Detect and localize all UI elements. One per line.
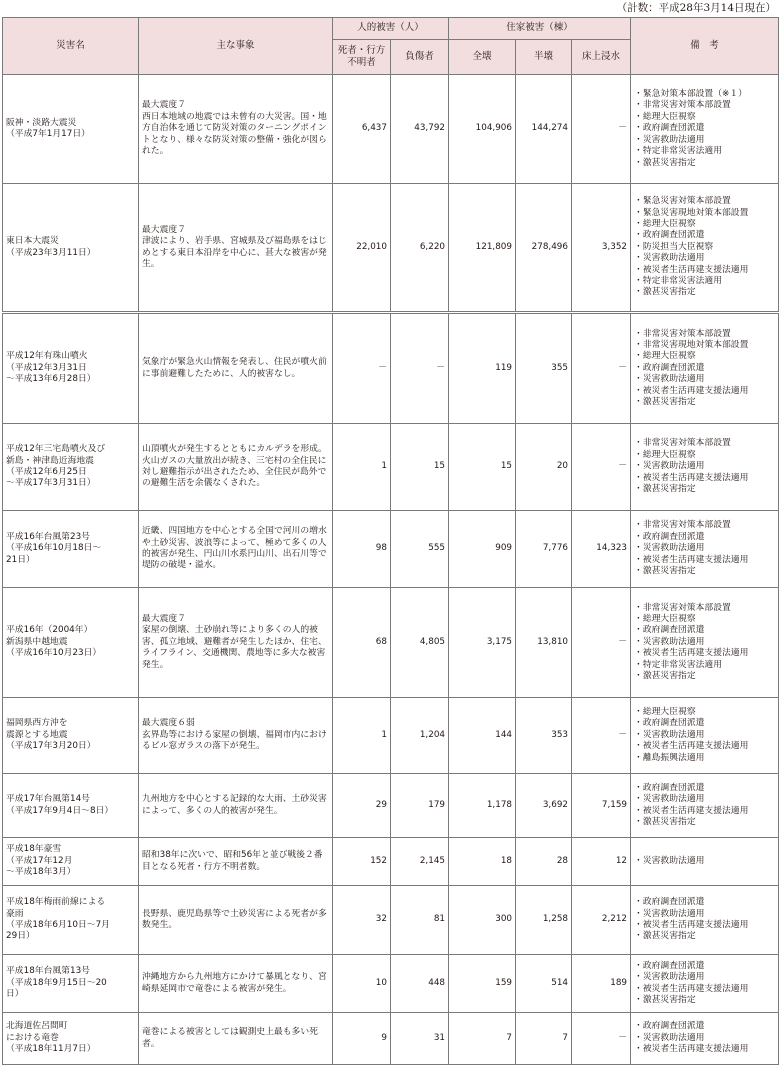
note-item: ・政府調査団派遣: [634, 960, 705, 971]
disaster-name-cell: 平成18年梅雨前線による 豪雨 （平成18年6月10日～7月 29日）: [3, 886, 139, 955]
header-flooded: 床上浸水: [572, 40, 631, 75]
note-item: ・総理大臣視察: [634, 706, 696, 717]
note-item: ・激甚災害指定: [634, 287, 696, 298]
note-item: ・被災者生活再建支援法適用: [634, 983, 749, 994]
flooded-cell: 2,212: [572, 886, 631, 955]
injured-cell: 1,204: [391, 698, 449, 774]
note-item: ・災害救助法適用: [634, 134, 705, 145]
fully-destroyed-cell: 7: [449, 1013, 516, 1065]
fully-destroyed-cell: 300: [449, 886, 516, 955]
dead-missing-cell: 10: [333, 955, 391, 1013]
note-item: ・非常災害対策本部設置: [634, 602, 731, 613]
half-destroyed-cell: 13,810: [516, 588, 572, 698]
main-event-cell: 最大震度７ 津波により、岩手県、宮城県及び福島県をはじめとする東日本沿岸を中心に、甚大な被害が発生。: [139, 184, 333, 313]
disaster-name-cell: 平成16年台風第23号 （平成16年10月18日～ 21日）: [3, 511, 139, 588]
note-item: ・災害救助法適用: [634, 636, 705, 647]
disaster-name-cell: 平成16年（2004年） 新潟県中越地震 （平成16年10月23日）: [3, 588, 139, 698]
fully-destroyed-cell: 159: [449, 955, 516, 1013]
note-item: ・被災者生活再建支援法適用: [634, 920, 749, 930]
notes-cell: [631, 184, 779, 313]
notes-cell: [631, 774, 779, 838]
disaster-name-cell: 平成18年台風第13号 （平成18年9月15日～20 日）: [3, 955, 139, 1013]
half-destroyed-cell: 355: [516, 313, 572, 424]
disaster-name-cell: 北海道佐呂間町 における竜巻 （平成18年11月7日）: [3, 1013, 139, 1065]
main-event-cell: 竜巻による被害としては観測史上最も多い死者。: [139, 1013, 333, 1065]
injured-cell: 555: [391, 511, 449, 588]
injured-cell: 448: [391, 955, 449, 1013]
note-item: ・総理大臣視察: [634, 449, 696, 460]
table-header: [3, 18, 779, 75]
disaster-name-cell: 東日本大震災 （平成23年3月11日）: [3, 184, 139, 313]
note-item: ・政府調査団派遣: [634, 1021, 705, 1032]
table-row: [3, 588, 779, 698]
note-item: ・災害救助法適用: [634, 543, 705, 554]
main-event-cell: 最大震度７ 家屋の倒壊、土砂崩れ等により多くの人的被害、孤立地域、避難者が発生したほか、住宅、ライフライン、交通機関、農地等に多大な被害発生。: [139, 588, 333, 698]
table-row: [3, 774, 779, 838]
note-item: ・被災者生活再建支援法適用: [634, 385, 749, 396]
note-item: ・激甚災害指定: [634, 157, 696, 168]
header-half-destroyed: 半壊: [516, 40, 572, 75]
note-item: ・被災者生活再建支援法適用: [634, 554, 749, 565]
injured-cell: 6,220: [391, 184, 449, 313]
note-item: ・政府調査団派遣: [634, 897, 705, 908]
half-destroyed-cell: 28: [516, 838, 572, 886]
injured-cell: 43,792: [391, 75, 449, 184]
note-item: ・緊急対策本部設置（※１）: [634, 89, 747, 100]
main-event-cell: 最大震度７ 西日本地域の地震では未曾有の大災害。国・地方自治体を通じて防災対策のターニングポイントとなり、様々な防災対策の整備・強化が図られた。: [139, 75, 333, 184]
table-row: [3, 698, 779, 774]
note-item: ・災害救助法適用: [634, 461, 705, 472]
note-item: ・特定非常災害法適用: [634, 659, 723, 670]
note-item: ・政府調査団派遣: [634, 718, 705, 729]
half-destroyed-cell: 144,274: [516, 75, 572, 184]
fully-destroyed-cell: 15: [449, 424, 516, 511]
note-item: ・被災者生活再建支援法適用: [634, 1044, 749, 1055]
table-row: [3, 955, 779, 1013]
as-of-note: （計数：平成28年3月14日現在）: [616, 2, 776, 14]
fully-destroyed-cell: 104,906: [449, 75, 516, 184]
note-item: ・総理大臣視察: [634, 218, 696, 229]
note-item: ・非常災害対策本部設置: [634, 438, 731, 449]
note-item: ・緊急災害現地対策本部設置: [634, 207, 749, 218]
note-item: ・政府調査団派遣: [634, 123, 705, 134]
dead-missing-cell: 22,010: [333, 184, 391, 313]
header-name: 災害名: [3, 18, 139, 75]
note-item: ・総理大臣視察: [634, 111, 696, 122]
half-destroyed-cell: 1,258: [516, 886, 572, 955]
dead-missing-cell: 32: [333, 886, 391, 955]
note-item: ・総理大臣視察: [634, 351, 696, 362]
note-item: ・非常災害現地対策本部設置: [634, 339, 749, 350]
notes-cell: [631, 75, 779, 184]
note-item: ・激甚災害指定: [634, 931, 696, 942]
half-destroyed-cell: 353: [516, 698, 572, 774]
table-row: [3, 184, 779, 313]
disaster-name-cell: 平成18年豪雪 （平成17年12月 ～平成18年3月）: [3, 838, 139, 886]
fully-destroyed-cell: 119: [449, 313, 516, 424]
fully-destroyed-cell: 909: [449, 511, 516, 588]
note-item: ・総理大臣視察: [634, 613, 696, 624]
injured-cell: 31: [391, 1013, 449, 1065]
note-item: ・被災者生活再建支援法適用: [634, 648, 749, 659]
note-item: ・激甚災害指定: [634, 994, 696, 1005]
header-house-damage: 住家被害（棟）: [449, 18, 631, 40]
note-item: ・被災者生活再建支援法適用: [634, 741, 749, 752]
table-row: [3, 313, 779, 424]
disaster-name-cell: 平成17年台風第14号 （平成17年9月4日～8日）: [3, 774, 139, 838]
note-item: ・災害救助法適用: [634, 1032, 705, 1043]
dead-missing-cell: 1: [333, 698, 391, 774]
table-body: [3, 75, 779, 1065]
flooded-cell: 12: [572, 838, 631, 886]
flooded-cell: －: [572, 424, 631, 511]
note-item: ・被災者生活再建支援法適用: [634, 472, 749, 483]
header-injured: 負傷者: [391, 40, 449, 75]
flooded-cell: －: [572, 1013, 631, 1065]
note-item: ・特定非常災害法適用: [634, 276, 723, 287]
note-item: ・非常災害対策本部設置: [634, 328, 731, 339]
header-dead-missing: 死者・行方不明者: [333, 40, 391, 75]
flooded-cell: 14,323: [572, 511, 631, 588]
table-row: [3, 424, 779, 511]
note-item: ・非常災害対策本部設置: [634, 100, 731, 111]
injured-cell: 15: [391, 424, 449, 511]
fully-destroyed-cell: 18: [449, 838, 516, 886]
note-item: ・激甚災害指定: [634, 816, 696, 827]
dead-missing-cell: 98: [333, 511, 391, 588]
fully-destroyed-cell: 121,809: [449, 184, 516, 313]
header-event: 主な事象: [139, 18, 333, 75]
flooded-cell: －: [572, 313, 631, 424]
dead-missing-cell: 152: [333, 838, 391, 886]
disaster-table: [2, 17, 779, 1065]
note-item: ・防災担当大臣視察: [634, 241, 714, 252]
note-item: ・政府調査団派遣: [634, 531, 705, 542]
half-destroyed-cell: 20: [516, 424, 572, 511]
disaster-name-cell: 阪神・淡路大震災 （平成7年1月17日）: [3, 75, 139, 184]
header-notes: 備 考: [631, 18, 779, 75]
note-item: ・特定非常災害法適用: [634, 146, 723, 157]
header-human-damage: 人的被害（人）: [333, 18, 449, 40]
note-item: ・激甚災害指定: [634, 484, 696, 495]
note-item: ・被災者生活再建支援法適用: [634, 264, 749, 275]
note-item: ・災害救助法適用: [634, 855, 705, 866]
note-item: ・緊急災害対策本部設置: [634, 196, 731, 207]
dead-missing-cell: 1: [333, 424, 391, 511]
note-item: ・政府調査団派遣: [634, 362, 705, 373]
dead-missing-cell: 9: [333, 1013, 391, 1065]
injured-cell: 179: [391, 774, 449, 838]
note-item: ・政府調査団派遣: [634, 625, 705, 636]
disaster-name-cell: 平成12年三宅島噴火及び 新島・神津島近海地震 （平成12年6月25日 ～平成17年3月31日）: [3, 424, 139, 511]
notes-cell: [631, 886, 779, 955]
main-event-cell: 九州地方を中心とする記録的な大雨、土砂災害によって、多くの人的被害が発生。: [139, 774, 333, 838]
half-destroyed-cell: 7: [516, 1013, 572, 1065]
note-item: ・災害救助法適用: [634, 729, 705, 740]
injured-cell: 2,145: [391, 838, 449, 886]
flooded-cell: 3,352: [572, 184, 631, 313]
main-event-cell: 昭和38年に次いで、昭和56年と並び戦後２番目となる死者・行方不明者数。: [139, 838, 333, 886]
flooded-cell: 7,159: [572, 774, 631, 838]
note-item: ・離島振興法適用: [634, 752, 705, 763]
table-row: [3, 838, 779, 886]
dead-missing-cell: 29: [333, 774, 391, 838]
note-item: ・災害救助法適用: [634, 794, 705, 805]
disaster-name-cell: 平成12年有珠山噴火 （平成12年3月31日 ～平成13年6月28日）: [3, 313, 139, 424]
notes-cell: [631, 1013, 779, 1065]
injured-cell: －: [391, 313, 449, 424]
note-item: ・激甚災害指定: [634, 397, 696, 408]
half-destroyed-cell: 514: [516, 955, 572, 1013]
notes-cell: [631, 838, 779, 886]
note-item: ・激甚災害指定: [634, 566, 696, 577]
dead-missing-cell: －: [333, 313, 391, 424]
main-event-cell: 最大震度６弱 玄界島等における家屋の倒壊、福岡市内におけるビル窓ガラスの落下が発生。: [139, 698, 333, 774]
notes-cell: [631, 313, 779, 424]
half-destroyed-cell: 278,496: [516, 184, 572, 313]
fully-destroyed-cell: 3,175: [449, 588, 516, 698]
note-item: ・災害救助法適用: [634, 972, 705, 983]
flooded-cell: －: [572, 588, 631, 698]
note-item: ・被災者生活再建支援法適用: [634, 805, 749, 816]
table-row: [3, 1013, 779, 1065]
main-event-cell: 沖縄地方から九州地方にかけて暴風となり、宮崎県延岡市で竜巻による被害が発生。: [139, 955, 333, 1013]
flooded-cell: －: [572, 698, 631, 774]
notes-cell: [631, 698, 779, 774]
notes-cell: [631, 511, 779, 588]
dead-missing-cell: 68: [333, 588, 391, 698]
table-row: [3, 511, 779, 588]
injured-cell: 4,805: [391, 588, 449, 698]
table-row: [3, 886, 779, 955]
flooded-cell: 189: [572, 955, 631, 1013]
fully-destroyed-cell: 1,178: [449, 774, 516, 838]
note-item: ・災害救助法適用: [634, 253, 705, 264]
fully-destroyed-cell: 144: [449, 698, 516, 774]
table-row: [3, 75, 779, 184]
injured-cell: 81: [391, 886, 449, 955]
dead-missing-cell: 6,437: [333, 75, 391, 184]
main-event-cell: 近畿、四国地方を中心とする全国で河川の増水や土砂災害、波浪等によって、極めて多くの人的被害が発生、円山川水系円山川、出石川等で堤防の破堤・溢水。: [139, 511, 333, 588]
header-fully-destroyed: 全壊: [449, 40, 516, 75]
notes-cell: [631, 955, 779, 1013]
main-event-cell: 気象庁が緊急火山情報を発表し、住民が噴火前に事前避難したために、人的被害なし。: [139, 313, 333, 424]
disaster-name-cell: 福岡県西方沖を 震源とする地震 （平成17年3月20日）: [3, 698, 139, 774]
flooded-cell: －: [572, 75, 631, 184]
note-item: ・激甚災害指定: [634, 671, 696, 682]
note-item: ・政府調査団派遣: [634, 230, 705, 241]
note-item: ・政府調査団派遣: [634, 782, 705, 793]
half-destroyed-cell: 3,692: [516, 774, 572, 838]
main-event-cell: 長野県、鹿児島県等で土砂災害による死者が多数発生。: [139, 886, 333, 955]
notes-cell: [631, 424, 779, 511]
notes-cell: [631, 588, 779, 698]
main-event-cell: 山頂噴火が発生するとともにカルデラを形成。火山ガスの大量放出が続き、三宅村の全住民に対し避難指示が出されたため、全住民が島外での避難生活を余儀なくされた。: [139, 424, 333, 511]
note-item: ・災害救助法適用: [634, 374, 705, 385]
half-destroyed-cell: 7,776: [516, 511, 572, 588]
note-item: ・非常災害対策本部設置: [634, 520, 731, 531]
note-item: ・災害救助法適用: [634, 908, 705, 919]
